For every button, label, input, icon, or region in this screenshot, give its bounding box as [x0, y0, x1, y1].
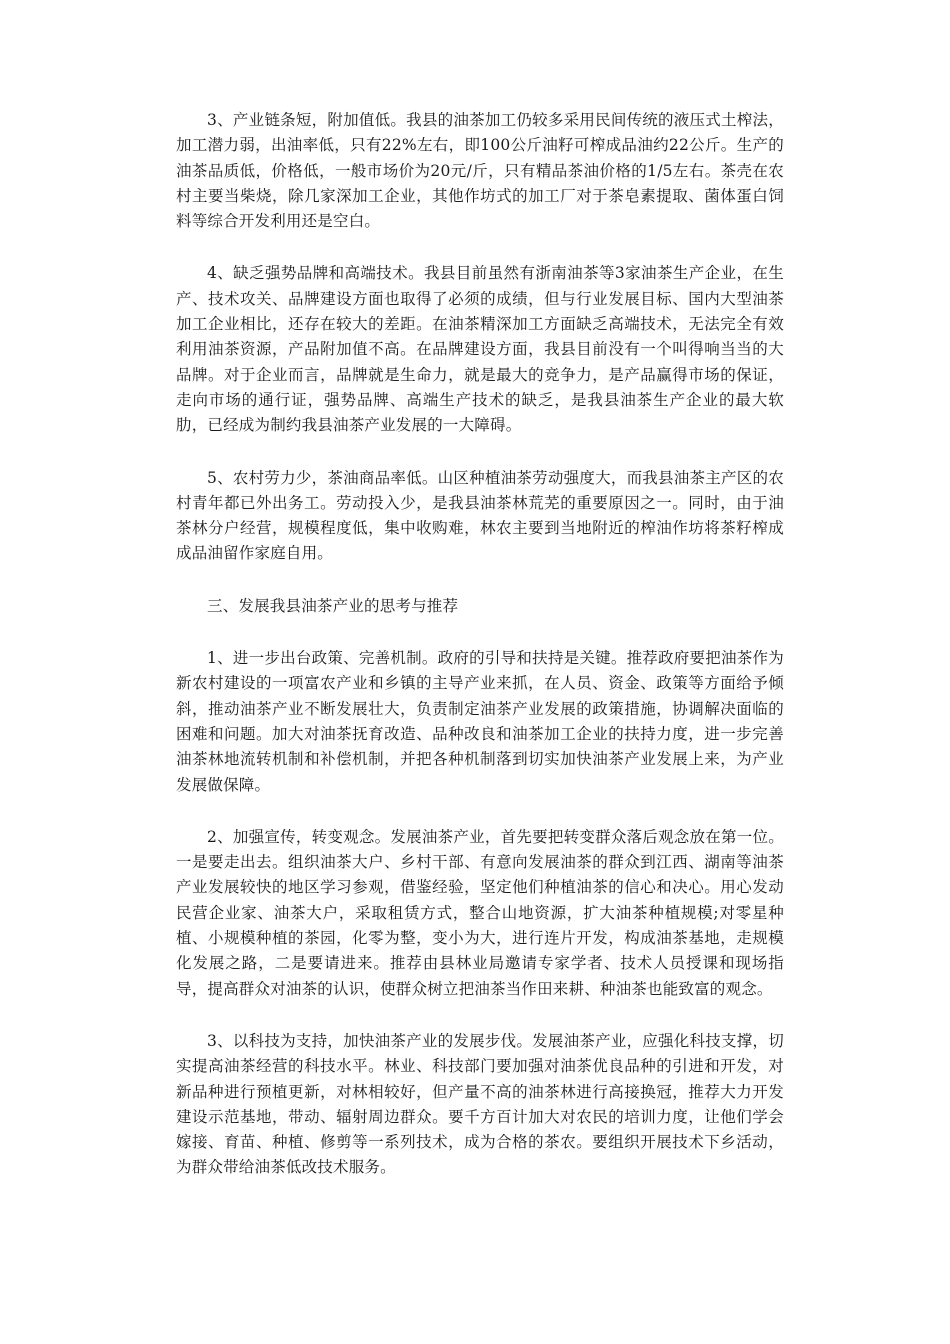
paragraph-technology-support: 3、以科技为支持，加快油茶产业的发展步伐。发展油茶产业，应强化科技支撑，切实提高油茶经营的科技水平。林业、科技部门要加强对油茶优良品种的引进和开发，对新品种进行预植更新，对林相较好，但产量不高的油茶林进行高接换冠，推荐大力开发建设示范基地，带动、辐射周边群众。要千方百计加大对农民的培训力度，让他们学会嫁接、育苗、种植、修剪等一系列技术，成为合格的茶农。要组织开展技术下乡活动，为群众带给油茶低改技术服务。: [176, 1031, 784, 1177]
section-heading-recommendations: 三、发展我县油茶产业的思考与推荐: [207, 596, 459, 615]
paragraph-brand-technology: 4、缺乏强势品牌和高端技术。我县目前虽然有浙南油茶等3家油茶生产企业，在生产、技术攻关、品牌建设方面也取得了必须的成绩，但与行业发展目标、国内大型油茶加工企业相比，还存在较大的差距。在油茶精深加工方面缺乏高端技术，无法完全有效利用油茶资源，产品附加值不高。在品牌建设方面，我县目前没有一个叫得响当当的大品牌。对于企业而言，品牌就是生命力，就是最大的竞争力，是产品赢得市场的保证，走向市场的通行证，强势品牌、高端生产技术的缺乏，是我县油茶生产企业的最大软肋，已经成为制约我县油茶产业发展的一大障碍。: [176, 264, 784, 435]
document-body: [176, 108, 784, 1208]
paragraph-industry-chain: 3、产业链条短，附加值低。我县的油茶加工仍较多采用民间传统的液压式土榨法，加工潜力弱，出油率低，只有22%左右，即100公斤油籽可榨成品油约22公斤。生产的油茶品质低，价格低，一般市场价为20元/斤，只有精品茶油价格的1/5左右。茶壳在农村主要当柴烧，除几家深加工企业，其他作坊式的加工厂对于茶皂素提取、菌体蛋白饲料等综合开发利用还是空白。: [176, 111, 784, 231]
paragraph-publicity: 2、加强宣传，转变观念。发展油茶产业，首先要把转变群众落后观念放在第一位。一是要走出去。组织油茶大户、乡村干部、有意向发展油茶的群众到江西、湖南等油茶产业发展较快的地区学习参观，借鉴经验，坚定他们种植油茶的信心和决心。用心发动民营企业家、油茶大户，采取租赁方式，整合山地资源，扩大油茶种植规模;对零星种植、小规模种植的茶园，化零为整，变小为大，进行连片开发，构成油茶基地，走规模化发展之路，二是要请进来。推荐由县林业局邀请专家学者、技术人员授课和现场指导，提高群众对油茶的认识，使群众树立把油茶当作田来耕、种油茶也能致富的观念。: [176, 827, 784, 998]
paragraph-rural-labor: 5、农村劳力少，茶油商品率低。山区种植油茶劳动强度大，而我县油茶主产区的农村青年都已外出务工。劳动投入少，是我县油茶林荒芜的重要原因之一。同时，由于油茶林分户经营，规模程度低，集中收购难，林农主要到当地附近的榨油作坊将茶籽榨成成品油留作家庭自用。: [176, 468, 784, 563]
paragraph-policy-mechanism: 1、进一步出台政策、完善机制。政府的引导和扶持是关键。推荐政府要把油茶作为新农村建设的一项富农产业和乡镇的主导产业来抓，在人员、资金、政策等方面给予倾斜，推动油茶产业不断发展壮大，负责制定油茶产业发展的政策措施，协调解决面临的困难和问题。加大对油茶抚育改造、品种改良和油茶加工企业的扶持力度，进一步完善油茶林地流转机制和补偿机制，并把各种机制落到切实加快油茶产业发展上来，为产业发展做保障。: [176, 649, 784, 794]
